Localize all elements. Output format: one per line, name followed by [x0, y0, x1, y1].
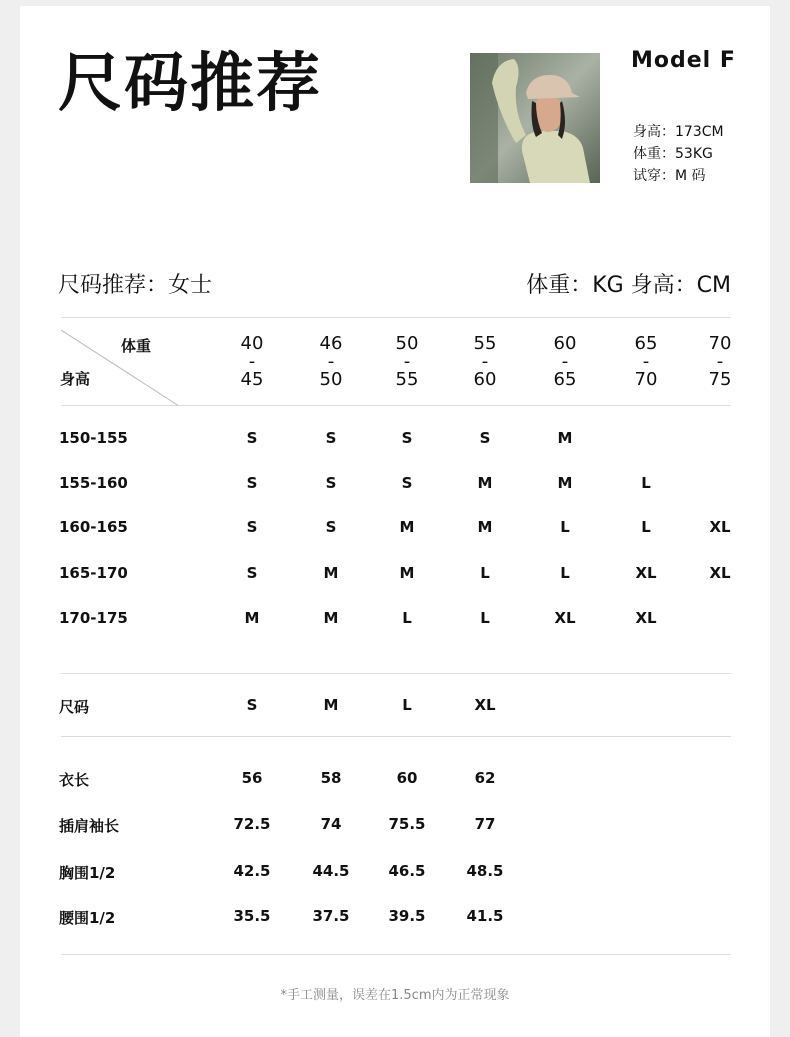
weight-range-dash: - [248, 351, 256, 372]
measurement-value: 44.5 [312, 862, 350, 880]
size-cell: M [399, 564, 415, 582]
measurement-value: 39.5 [388, 907, 426, 925]
divider [61, 317, 731, 318]
weight-range-dash: - [716, 351, 724, 372]
size-cell: S [401, 429, 413, 447]
divider [61, 954, 731, 955]
size-column-header: S [246, 696, 258, 714]
measurement-value: 56 [241, 769, 263, 787]
size-cell: S [325, 474, 337, 492]
size-cell: L [560, 564, 570, 582]
measurement-value: 60 [396, 769, 418, 787]
measurement-value: 62 [474, 769, 496, 787]
weight-range-from: 55 [473, 333, 497, 354]
measurement-label: 腰围1/2 [59, 909, 116, 927]
height-range-label: 155-160 [59, 474, 128, 492]
weight-range-dash: - [642, 351, 650, 372]
size-cell: XL [554, 609, 576, 627]
size-cell: M [557, 429, 573, 447]
size-cell: M [477, 474, 493, 492]
measurement-value: 35.5 [233, 907, 271, 925]
model-photo [470, 53, 600, 183]
measurement-value: 58 [320, 769, 342, 787]
model-tried-size: 试穿：M 码 [633, 168, 706, 184]
measurement-value: 41.5 [466, 907, 504, 925]
size-cell: M [477, 518, 493, 536]
recommend-heading: 尺码推荐：女士 [58, 273, 213, 298]
weight-range-from: 50 [395, 333, 419, 354]
weight-range-from: 65 [634, 333, 658, 354]
weight-range-to: 50 [319, 369, 343, 390]
divider [61, 736, 731, 737]
height-range-label: 160-165 [59, 518, 128, 536]
size-cell: S [246, 474, 258, 492]
height-range-label: 150-155 [59, 429, 128, 447]
footnote: *手工测量，误差在1.5cm内为正常现象 [280, 988, 510, 1003]
size-row-label: 尺码 [59, 698, 90, 716]
weight-range-dash: - [481, 351, 489, 372]
model-weight: 体重：53KG [633, 146, 713, 162]
size-cell: L [480, 564, 490, 582]
weight-range-from: 70 [708, 333, 732, 354]
size-cell: S [325, 429, 337, 447]
size-column-header: XL [474, 696, 496, 714]
height-range-label: 170-175 [59, 609, 128, 627]
size-cell: M [557, 474, 573, 492]
size-cell: L [641, 474, 651, 492]
weight-range-to: 60 [473, 369, 497, 390]
size-cell: S [325, 518, 337, 536]
corner-height-label: 身高 [60, 370, 91, 388]
measurement-label: 胸围1/2 [59, 864, 116, 882]
measurement-value: 75.5 [388, 815, 426, 833]
measurement-value: 74 [320, 815, 342, 833]
page-title: 尺码推荐 [58, 47, 322, 121]
size-cell: S [246, 518, 258, 536]
measurement-value: 46.5 [388, 862, 426, 880]
weight-range-to: 45 [240, 369, 264, 390]
model-name: Model F [631, 48, 736, 73]
measurement-label: 衣长 [59, 771, 90, 789]
size-cell: M [323, 609, 339, 627]
size-column-header: L [402, 696, 412, 714]
weight-range-from: 40 [240, 333, 264, 354]
size-cell: XL [635, 609, 657, 627]
measurement-value: 37.5 [312, 907, 350, 925]
size-cell: S [401, 474, 413, 492]
weight-range-from: 46 [319, 333, 343, 354]
size-cell: S [479, 429, 491, 447]
weight-range-to: 65 [553, 369, 577, 390]
size-cell: M [323, 564, 339, 582]
size-cell: L [480, 609, 490, 627]
weight-range-to: 70 [634, 369, 658, 390]
size-cell: L [641, 518, 651, 536]
measurement-value: 42.5 [233, 862, 271, 880]
weight-range-to: 75 [708, 369, 732, 390]
weight-range-dash: - [403, 351, 411, 372]
measurement-value: 77 [474, 815, 496, 833]
size-cell: S [246, 564, 258, 582]
measurement-label: 插肩袖长 [59, 817, 120, 835]
units-heading: 体重：KG 身高：CM [526, 273, 731, 298]
measurement-value: 72.5 [233, 815, 271, 833]
measurement-value: 48.5 [466, 862, 504, 880]
size-cell: XL [709, 564, 731, 582]
model-height: 身高：173CM [633, 124, 724, 140]
weight-range-dash: - [561, 351, 569, 372]
divider [61, 673, 731, 674]
size-cell: S [246, 429, 258, 447]
size-cell: M [244, 609, 260, 627]
size-cell: M [399, 518, 415, 536]
size-cell: L [560, 518, 570, 536]
size-cell: XL [709, 518, 731, 536]
weight-range-from: 60 [553, 333, 577, 354]
size-cell: XL [635, 564, 657, 582]
size-column-header: M [323, 696, 339, 714]
height-range-label: 165-170 [59, 564, 128, 582]
divider [61, 405, 731, 406]
size-guide-card [20, 6, 770, 1037]
size-cell: L [402, 609, 412, 627]
corner-weight-label: 体重 [121, 337, 152, 355]
weight-range-dash: - [327, 351, 335, 372]
weight-range-to: 55 [395, 369, 419, 390]
